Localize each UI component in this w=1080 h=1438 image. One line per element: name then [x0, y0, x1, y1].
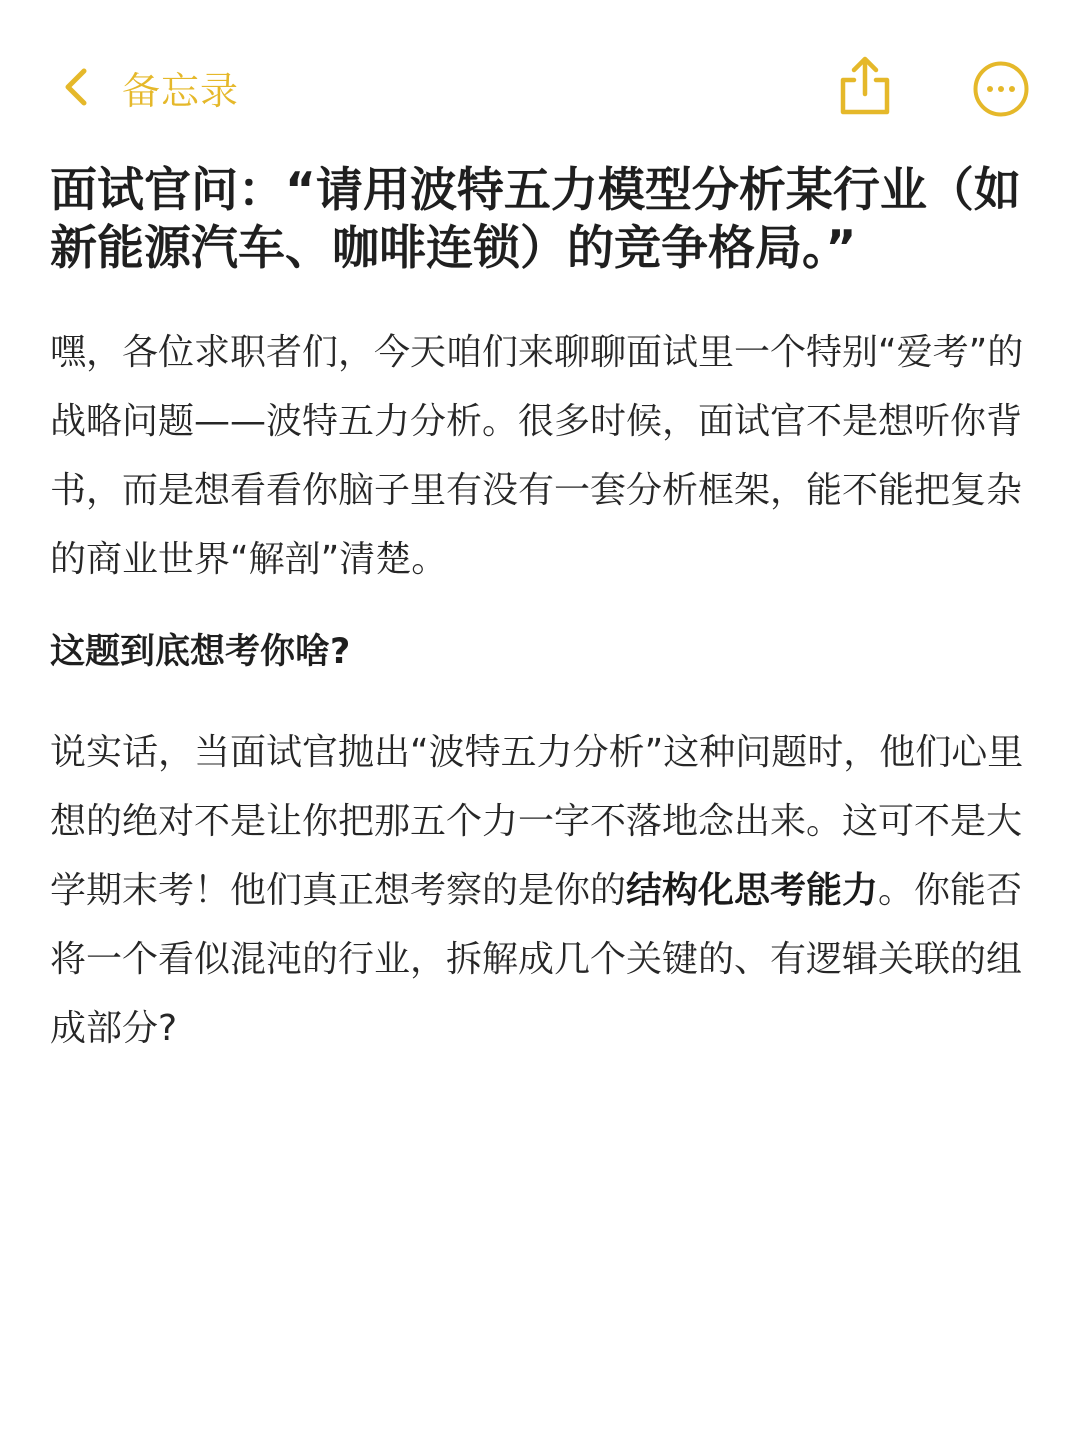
intro-paragraph: 嘿，各位求职者们，今天咱们来聊聊面试里一个特别“爱考”的战略问题——波特五力分析。很多时候，面试官不是想听你背书，而是想看看你脑子里有没有一套分析框架，能不能把复杂的商业世界“解剖”清楚。 [50, 332, 1024, 580]
chevron-left-icon [62, 65, 98, 109]
body-text-part1: 说实话，当面试官抛出“波特五力分析”这种问题时，他们心里想的绝对不是让你把那五个力一字不落地念出来。这可不是大学期末考！他们真正想考察的是你的 [50, 732, 1024, 911]
more-ellipsis-icon [972, 103, 1030, 122]
note-title: 面试官问：“请用波特五力模型分析某行业（如新能源汽车、咖啡连锁）的竞争格局。” [50, 163, 1021, 276]
navigation-bar [0, 0, 1080, 150]
note-content[interactable] [50, 162, 1040, 1063]
more-button[interactable] [972, 60, 1030, 118]
share-button[interactable] [838, 54, 892, 116]
share-icon [838, 101, 892, 120]
section-heading: 这题到底想考你啥? [50, 632, 351, 672]
body-text-part2: 。你能否将一个看似混沌的行业，拆解成几个关键的、有逻辑关联的组成部分? [50, 870, 1023, 1049]
body-bold-text: 结构化思考能力 [626, 870, 879, 911]
body-paragraph [50, 718, 1040, 1063]
back-button[interactable] [62, 58, 239, 116]
back-label: 备忘录 [122, 68, 240, 113]
